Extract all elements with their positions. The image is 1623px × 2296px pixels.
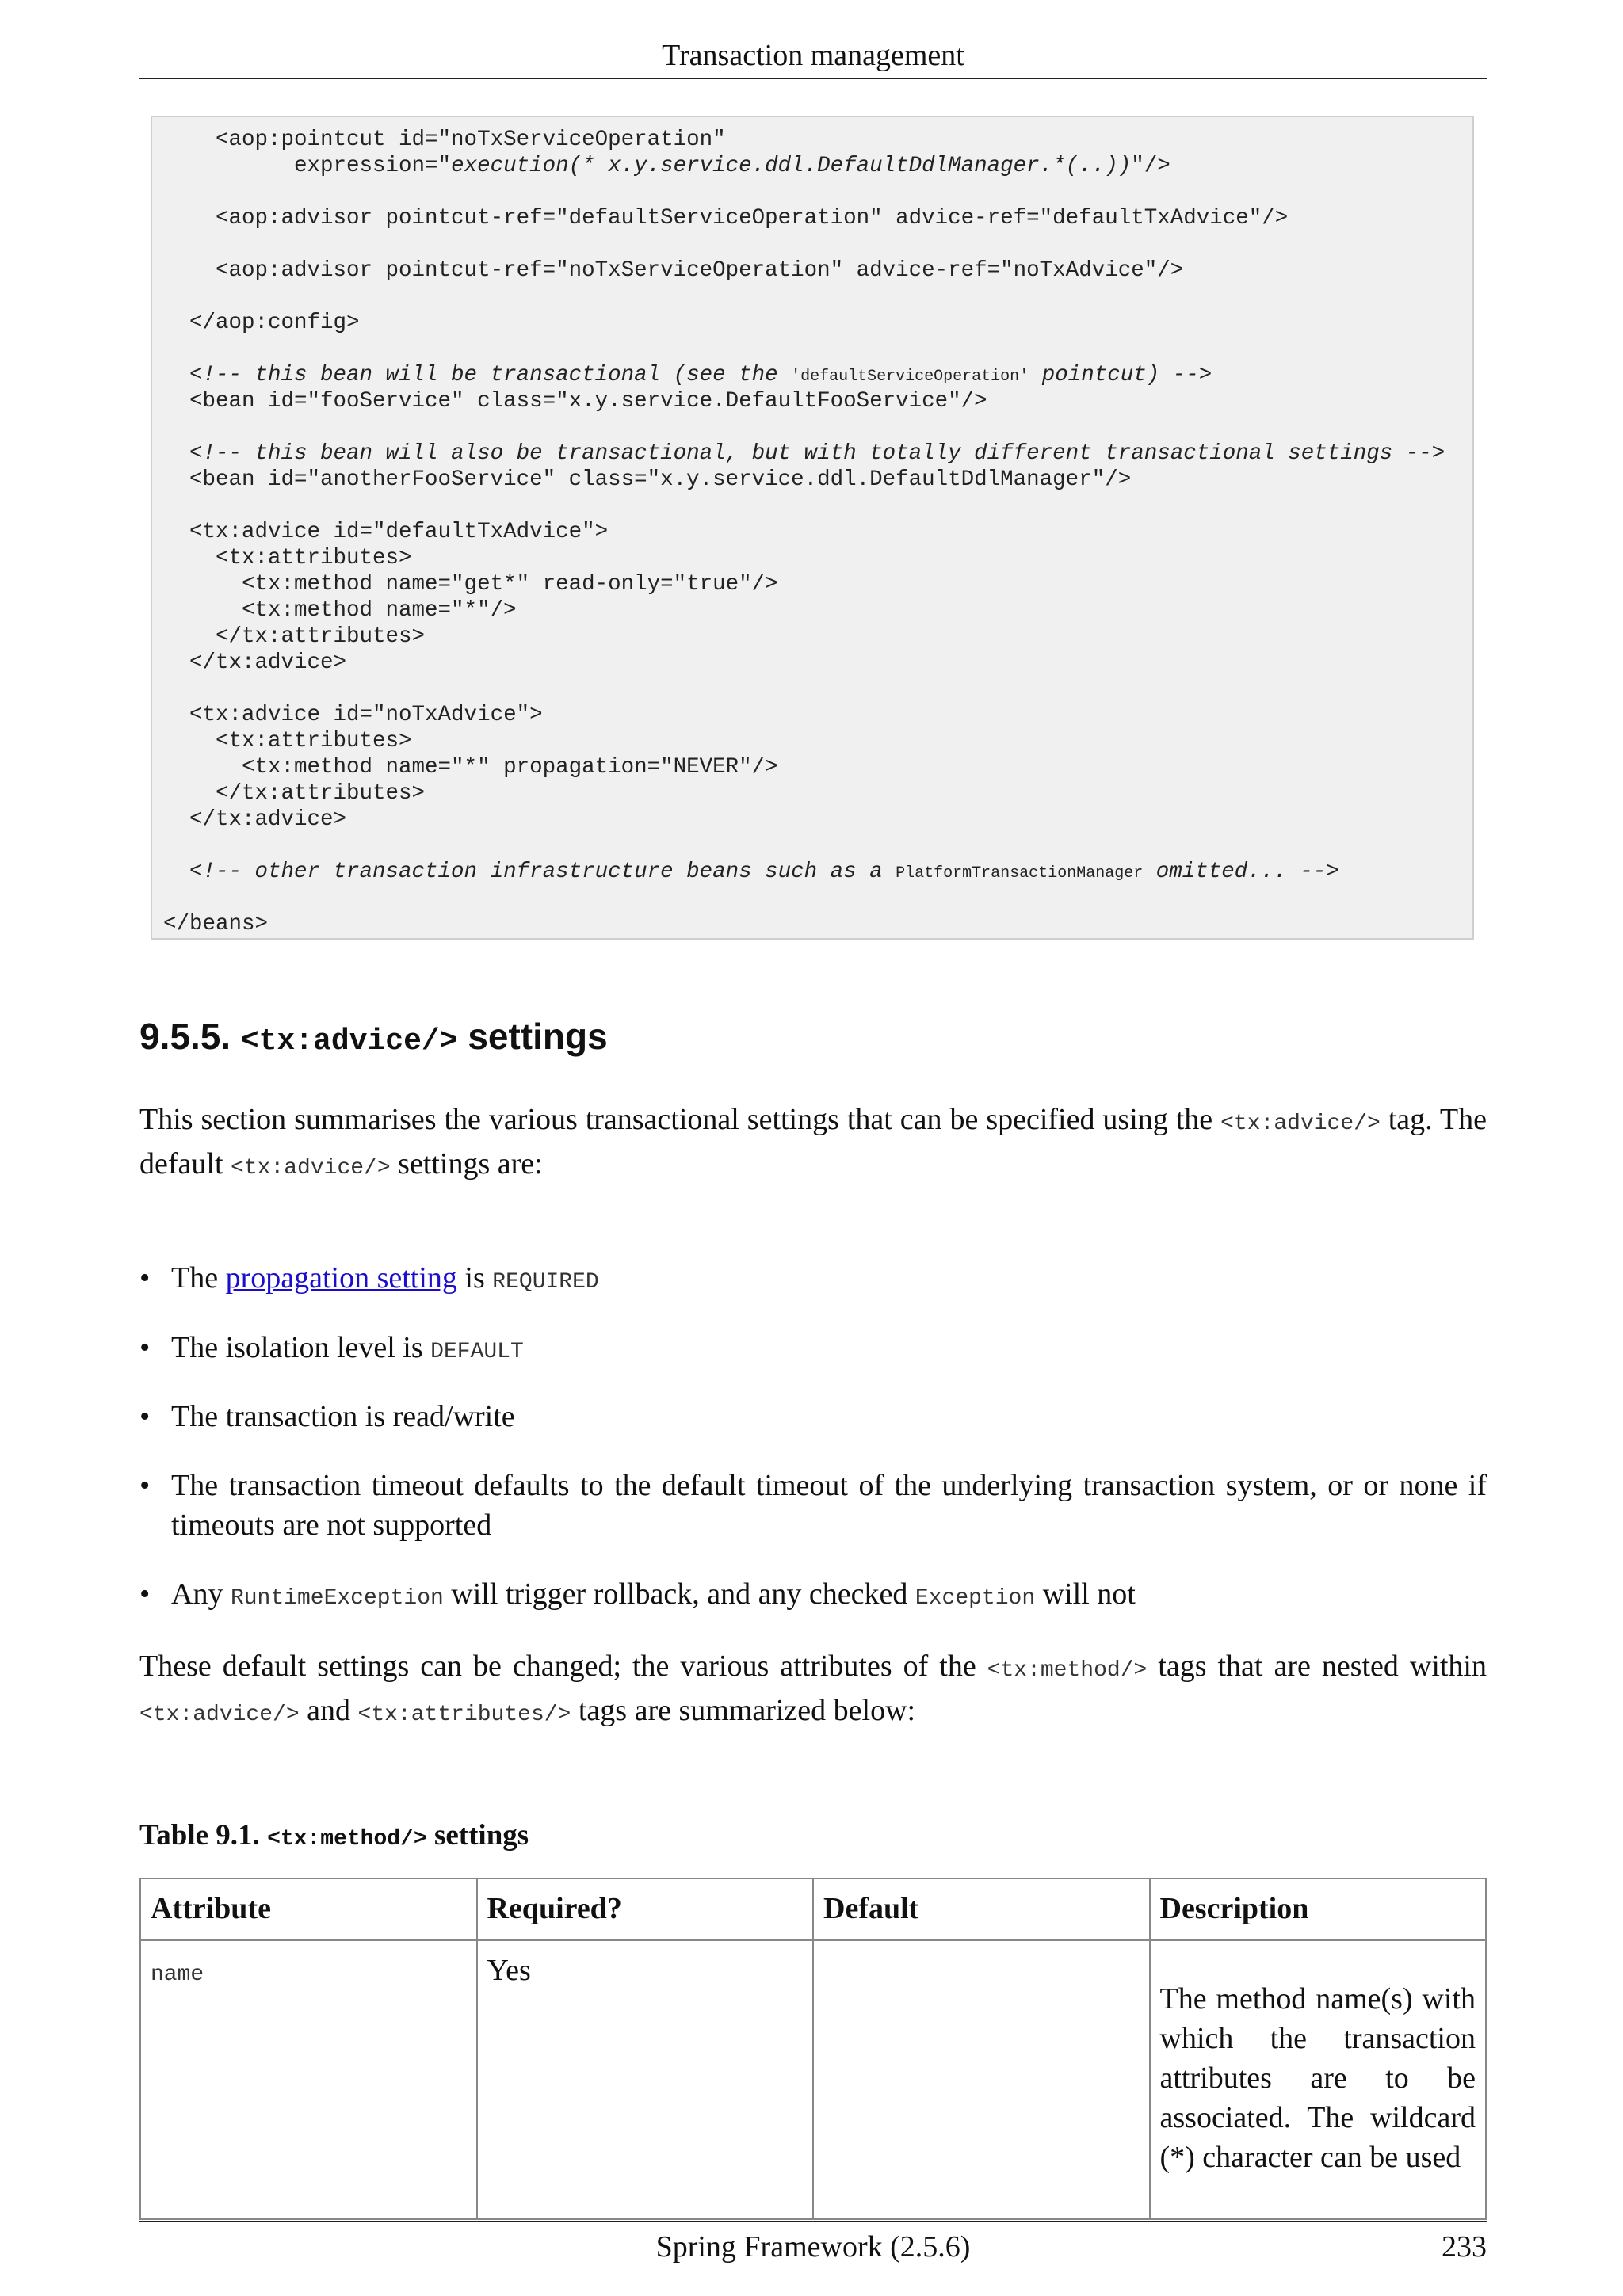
code-line bbox=[163, 336, 1472, 362]
bullet-code: RuntimeException bbox=[230, 1586, 444, 1611]
column-header-attribute: Attribute bbox=[140, 1878, 477, 1940]
defaults-paragraph bbox=[139, 1646, 1487, 1735]
header-rule bbox=[139, 78, 1487, 79]
running-header: Transaction management bbox=[662, 39, 964, 72]
para-text: and bbox=[299, 1694, 358, 1727]
table-header-row bbox=[140, 1878, 1486, 1940]
bullet-text: Any bbox=[171, 1577, 231, 1611]
intro-text-1: This section summarises the various transactional settings that can be specified using the bbox=[139, 1103, 1221, 1136]
intro-text-2: tag. The default bbox=[139, 1103, 1487, 1180]
code-line bbox=[163, 833, 1472, 859]
intro-text-3: settings are: bbox=[390, 1147, 543, 1180]
bullet-code: Exception bbox=[915, 1586, 1036, 1611]
bullet-text: The isolation level is bbox=[171, 1331, 431, 1364]
code-line: </aop:config> bbox=[163, 311, 360, 335]
settings-table bbox=[139, 1878, 1487, 2220]
code-listing bbox=[151, 116, 1474, 940]
code-line bbox=[163, 179, 1472, 205]
cell-description: The method name(s) with which the transaction attributes are to be associated. The wildcard (*) character can be used bbox=[1150, 1940, 1487, 2219]
para-text: These default settings can be changed; the various attributes of the bbox=[139, 1650, 987, 1683]
code-line: expression="execution(* x.y.service.ddl.DefaultDdlManager.*(..))"/> bbox=[163, 154, 1170, 178]
bullet-text: is bbox=[456, 1261, 493, 1295]
code-line: <tx:attributes> bbox=[163, 546, 412, 570]
table-caption-suffix: settings bbox=[426, 1819, 529, 1852]
code-line: <tx:advice id="defaultTxAdvice"> bbox=[163, 520, 609, 544]
column-header-description: Description bbox=[1150, 1878, 1487, 1940]
table-caption-prefix: Table 9.1. bbox=[139, 1819, 268, 1852]
code-line: <tx:attributes> bbox=[163, 729, 412, 753]
code-line bbox=[163, 284, 1472, 310]
attribute-name: name bbox=[151, 1962, 204, 1987]
column-header-required: Required? bbox=[477, 1878, 814, 1940]
code-line: <!-- other transaction infrastructure beans such as a PlatformTransactionManager omitted... --> bbox=[163, 860, 1339, 884]
table-row bbox=[140, 1940, 1486, 2219]
code-line: <tx:method name="get*" read-only="true"/> bbox=[163, 572, 778, 597]
bullet-dot: • bbox=[139, 1577, 151, 1611]
propagation-setting-link[interactable]: propagation setting bbox=[225, 1261, 457, 1295]
footer-title: Spring Framework (2.5.6) bbox=[655, 2230, 971, 2264]
para-code: <tx:method/> bbox=[987, 1658, 1148, 1683]
code-line: </tx:attributes> bbox=[163, 624, 426, 649]
para-text: tags are summarized below: bbox=[571, 1694, 916, 1727]
cell-attribute bbox=[140, 1940, 477, 2219]
bullet-code: REQUIRED bbox=[492, 1270, 599, 1295]
table-caption-code: <tx:method/> bbox=[267, 1827, 427, 1852]
footer-rule bbox=[139, 2221, 1487, 2222]
code-line: </tx:advice> bbox=[163, 650, 347, 675]
intro-code-2: <tx:advice/> bbox=[231, 1156, 391, 1180]
cell-default bbox=[813, 1940, 1150, 2219]
bullet-dot: • bbox=[139, 1331, 151, 1364]
code-line: <!-- this bean will also be transactional, but with totally different transactional settings --> bbox=[163, 441, 1445, 466]
table-caption bbox=[139, 1816, 529, 1859]
intro-paragraph bbox=[139, 1100, 1487, 1188]
code-line bbox=[163, 885, 1472, 911]
code-line: </tx:advice> bbox=[163, 807, 347, 832]
bullet-text: will not bbox=[1035, 1577, 1136, 1611]
para-text: tags that are nested within bbox=[1147, 1650, 1487, 1683]
cell-required: Yes bbox=[477, 1940, 814, 2219]
code-line: <aop:advisor pointcut-ref="defaultServiceOperation" advice-ref="defaultTxAdvice"/> bbox=[163, 206, 1289, 231]
para-code: <tx:advice/> bbox=[139, 1703, 300, 1727]
bullet-dot: • bbox=[139, 1400, 151, 1433]
bullet-code: DEFAULT bbox=[430, 1340, 524, 1364]
column-header-default: Default bbox=[813, 1878, 1150, 1940]
bullet-dot: • bbox=[139, 1261, 151, 1295]
code-line: <tx:method name="*"/> bbox=[163, 598, 517, 623]
code-line: <bean id="fooService" class="x.y.service.DefaultFooService"/> bbox=[163, 389, 987, 414]
bullet-text: will trigger rollback, and any checked bbox=[443, 1577, 915, 1611]
code-line bbox=[163, 414, 1472, 441]
bullet-dot: • bbox=[139, 1469, 151, 1502]
code-line: </tx:attributes> bbox=[163, 781, 426, 806]
bullet-text: The bbox=[171, 1261, 226, 1295]
section-heading-tag: <tx:advice/> bbox=[240, 1024, 458, 1058]
section-number: 9.5.5. bbox=[139, 1016, 231, 1057]
code-line bbox=[163, 676, 1472, 702]
intro-code-1: <tx:advice/> bbox=[1220, 1112, 1381, 1136]
code-line: <bean id="anotherFooService" class="x.y.service.ddl.DefaultDdlManager"/> bbox=[163, 467, 1132, 492]
section-heading-word: settings bbox=[468, 1016, 608, 1057]
para-code: <tx:attributes/> bbox=[357, 1703, 571, 1727]
code-line: <aop:pointcut id="noTxServiceOperation" bbox=[163, 128, 726, 152]
code-line: <aop:advisor pointcut-ref="noTxServiceOperation" advice-ref="noTxAdvice"/> bbox=[163, 258, 1184, 283]
code-line bbox=[163, 231, 1472, 257]
code-line bbox=[163, 493, 1472, 519]
code-line: <tx:method name="*" propagation="NEVER"/> bbox=[163, 755, 778, 780]
bullet-text: The transaction is read/write bbox=[171, 1400, 515, 1433]
code-line: <tx:advice id="noTxAdvice"> bbox=[163, 703, 543, 727]
code-line: <!-- this bean will be transactional (see the 'defaultServiceOperation' pointcut) --> bbox=[163, 363, 1212, 387]
page-number: 233 bbox=[1442, 2230, 1487, 2264]
code-line: </beans> bbox=[163, 912, 269, 936]
section-heading bbox=[139, 1013, 608, 1066]
bullet-text: The transaction timeout defaults to the default timeout of the underlying transaction system, or or none if timeouts are not supported bbox=[171, 1469, 1487, 1542]
